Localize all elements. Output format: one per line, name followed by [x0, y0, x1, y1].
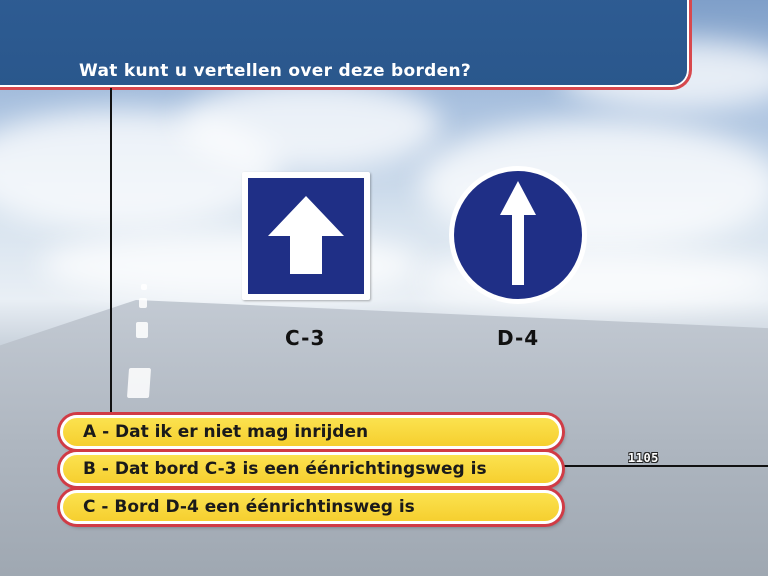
answer-option-b[interactable]: B - Dat bord C-3 is een éénrichtingsweg is — [60, 452, 562, 486]
answer-option-a[interactable]: A - Dat ik er niet mag inrijden — [60, 415, 562, 449]
sign-c3 — [242, 172, 370, 300]
divider-vertical — [110, 88, 112, 416]
sign-d4-label: D-4 — [497, 326, 540, 350]
one-way-arrow-icon — [248, 178, 364, 294]
sign-d4 — [448, 165, 588, 305]
question-counter: 1105 — [628, 451, 659, 465]
divider-horizontal — [562, 465, 768, 467]
sign-c3-label: C-3 — [285, 326, 326, 350]
answer-option-c[interactable]: C - Bord D-4 een éénrichtinsweg is — [60, 490, 562, 524]
question-text: Wat kunt u vertellen over deze borden? — [79, 61, 472, 81]
